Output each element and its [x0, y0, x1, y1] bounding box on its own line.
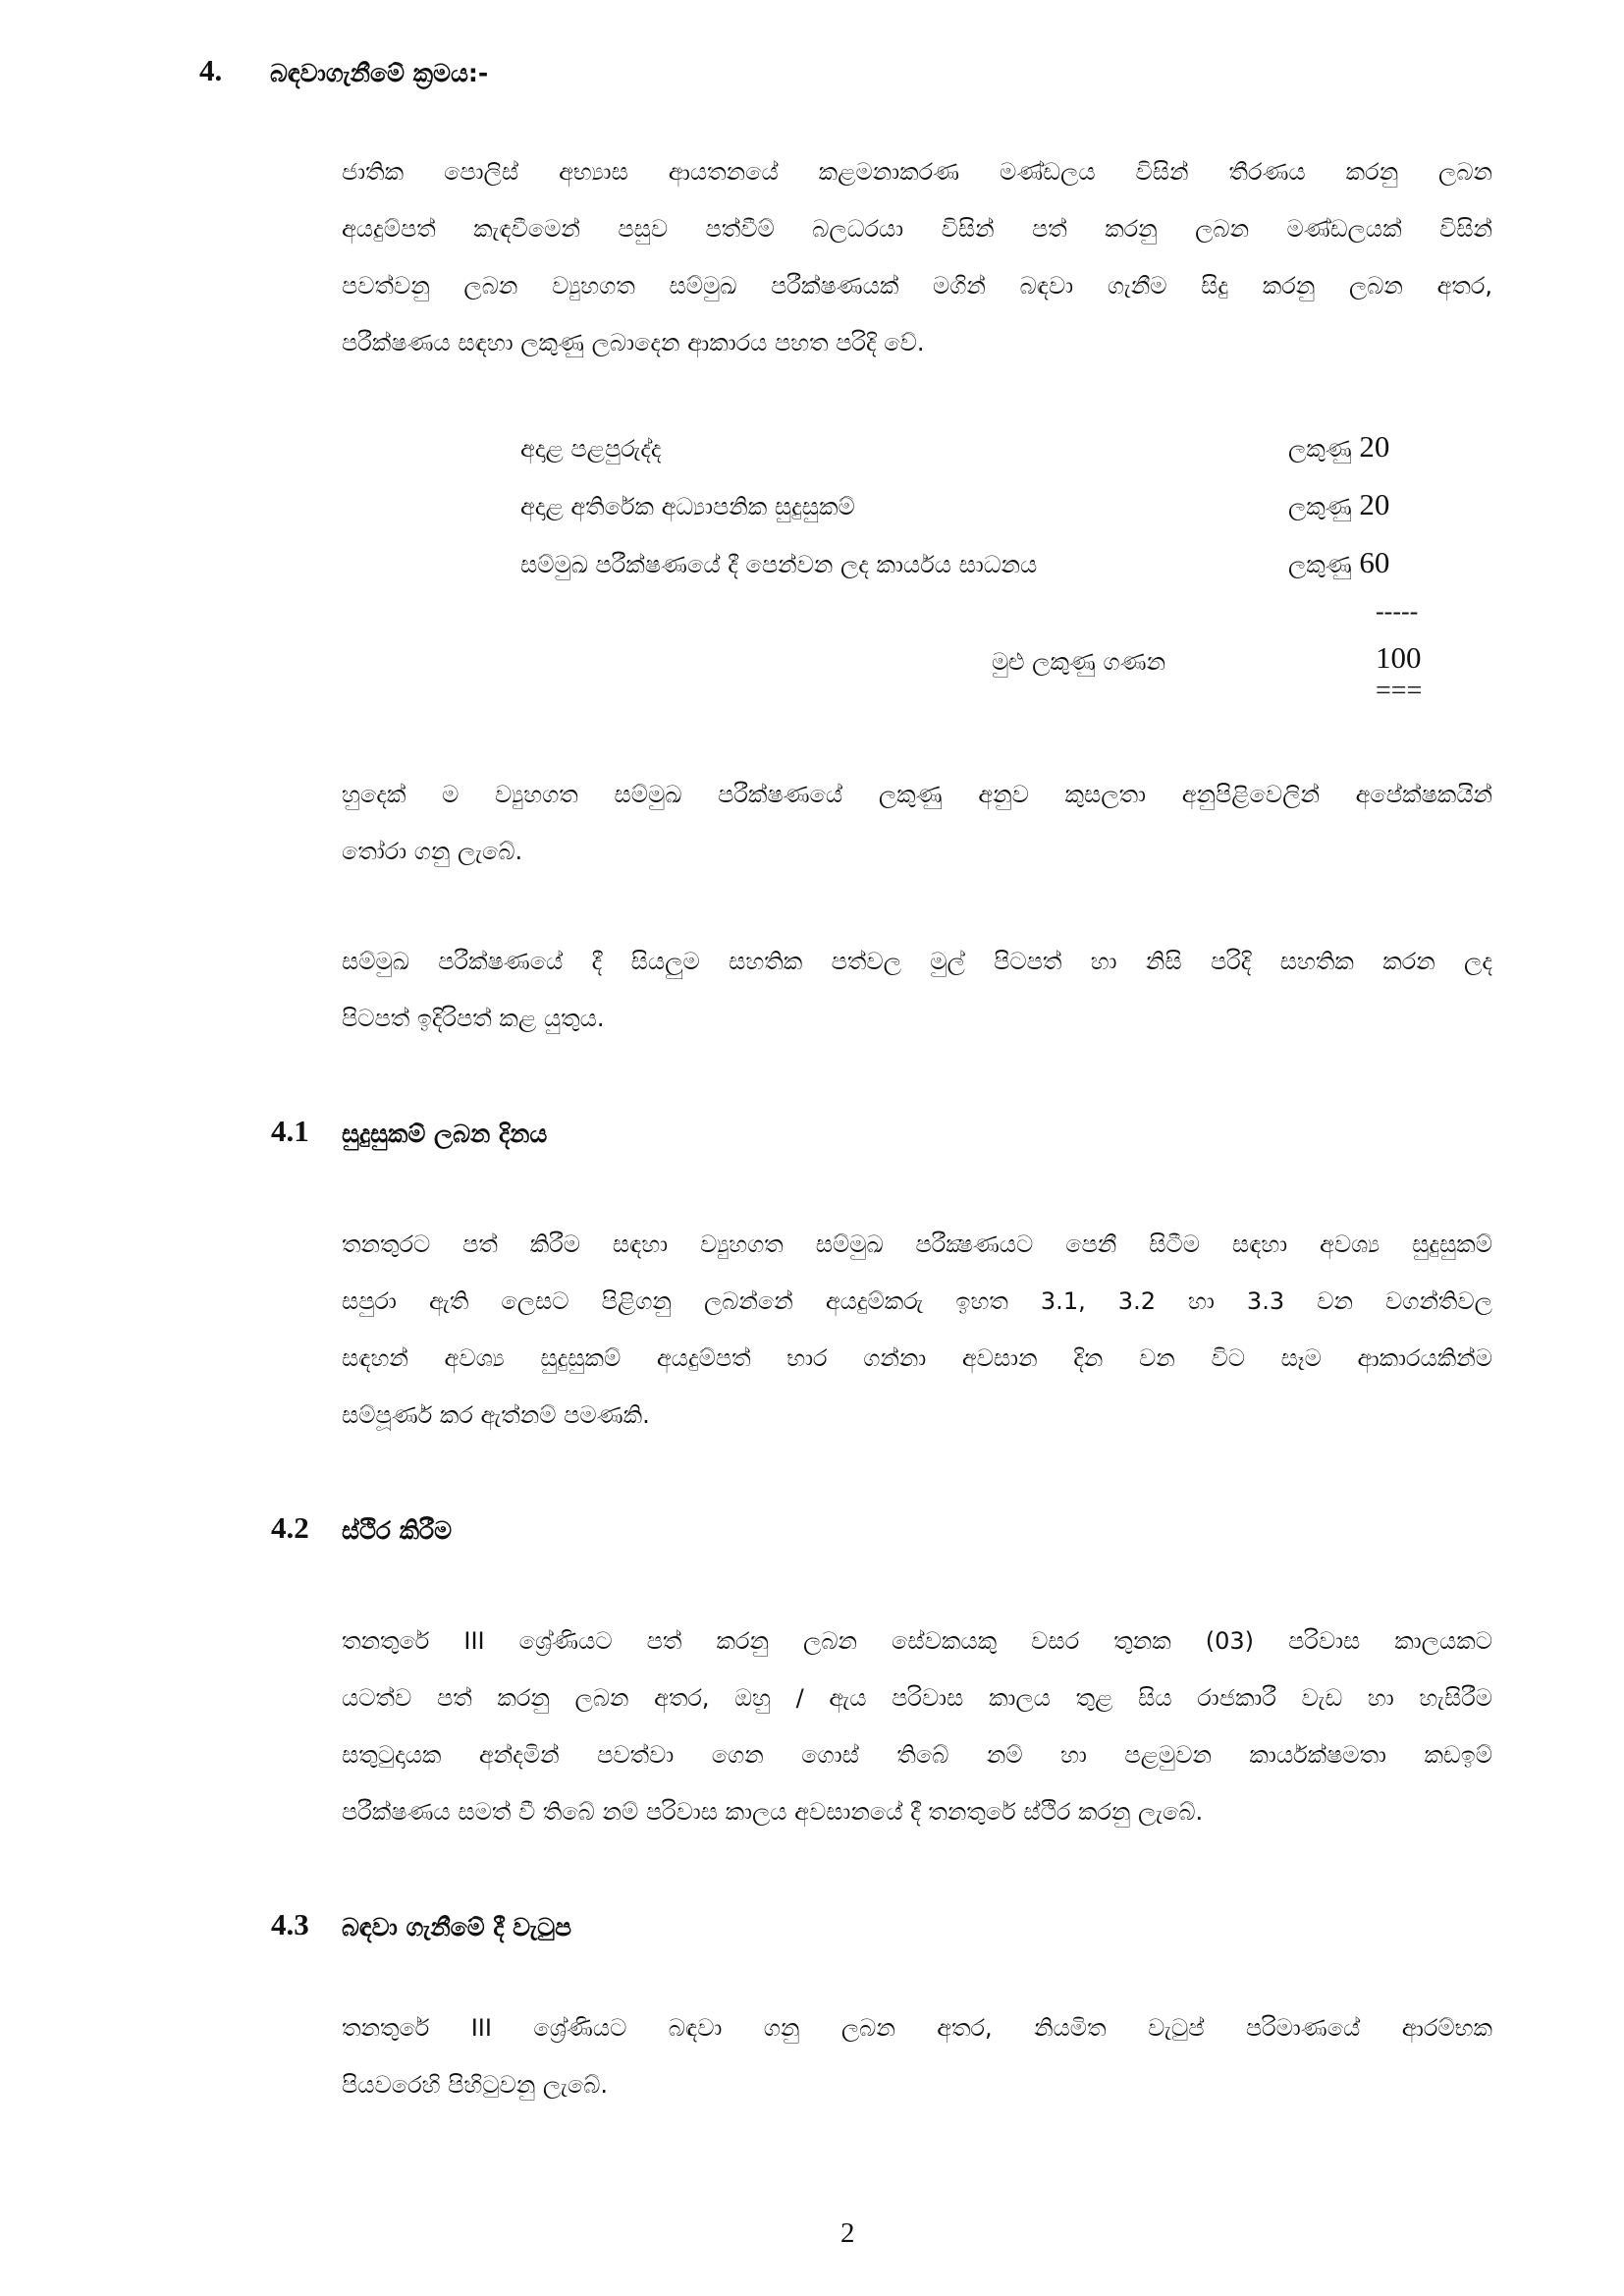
marks-row-label: සම්මුඛ පරීක්ෂණයේ දී පෙන්වන ලද කාර්යය සාධනය — [520, 551, 1038, 578]
marks-number: 20 — [1359, 487, 1390, 521]
intro-paragraph — [342, 143, 1492, 371]
paragraph-line: තනතුරේ III ශ්‍රේණියට පත් කරනු ලබන සේවකයකු වසර තුනක (03) පරිවාස කාලයකට — [342, 1627, 1492, 1655]
paragraph-line: සපුරා ඇති ලෙසට පිළිගනු ලබන්නේ අයදුම්කරු ඉහත 3.1, 3.2 හා 3.3 වන වගන්තිවල — [342, 1287, 1492, 1315]
paragraph-line: පියවරෙහි පිහිටුවනු ලැබේ. — [342, 2071, 609, 2099]
marks-row-value — [1288, 429, 1389, 465]
marks-row-label: අදාළ පළපුරුද්ද — [520, 435, 662, 463]
marks-number: 20 — [1359, 429, 1390, 464]
subsection-title: සුදුසුකම් ලබන දිනය — [342, 1120, 548, 1148]
paragraph-line: සම්මුඛ පරීක්ෂණයේ දී සියලුම සහතික පත්වල මුල් පිටපත් හා නිසි පරිදි සහතික කරන ලද — [342, 948, 1492, 975]
paragraph-line: සම්පූර්ණ කර ඇත්නම් පමණකි. — [342, 1401, 650, 1429]
paragraph-line: අයදුම්පත් කැඳවීමෙන් පසුව පත්වීම් බලධරයා විසින් පත් කරනු ලබන මණ්ඩලයක් විසින් — [342, 215, 1492, 243]
paragraph-line: ජාතික පොලිස් අභ්‍යාස ආයතනයේ කළමනාකරණ මණ්ඩලය විසින් තීරණය කරනු ලබන — [342, 158, 1492, 186]
paragraph-line: තනතුරේ III ශ්‍රේණියට බඳවා ගනු ලබන අතර, නියමිත වැටුප් පරිමාණයේ ආරම්භක — [342, 2014, 1492, 2042]
marks-row-label: අදාළ අතිරේක අධ්‍යාපනික සුදුසුකම් — [520, 493, 855, 520]
marks-row-value — [1288, 487, 1389, 522]
marks-number: 60 — [1359, 545, 1390, 579]
marks-row-value — [1288, 545, 1389, 580]
paragraph-line: හුදෙක් ම ව්‍යුහගත සම්මුඛ පරීක්ෂණයේ ලකුණු අනුව කුසලතා අනුපිළිවෙලින් අපේක්ෂකයින් — [342, 781, 1492, 808]
paragraph-line: පරීක්ෂණය සමත් වී තිබේ නම් පරිවාස කාලය අවසානයේ දී තනතුරේ ස්ථිර කරනු ලැබේ. — [342, 1798, 1204, 1826]
subsection-title: බඳවා ගැනීමේ දී වැටුප — [342, 1913, 572, 1941]
page-number: 2 — [840, 2217, 855, 2249]
paragraph-line: සඳහන් අවශ්‍ය සුදුසුකම් අයදුම්පත් භාර ගන්නා අවසාන දින වන විට සෑම ආකාරයකින්ම — [342, 1344, 1492, 1372]
paragraph-line: තෝරා ගනු ලැබේ. — [342, 838, 523, 865]
total-underline: === — [1376, 676, 1423, 706]
selection-paragraph — [342, 766, 1492, 880]
total-value: 100 — [1376, 640, 1422, 675]
certificates-paragraph — [342, 933, 1492, 1047]
marks-unit: ලකුණු — [1288, 551, 1352, 578]
marks-unit: ලකුණු — [1288, 435, 1352, 463]
marks-unit: ලකුණු — [1288, 493, 1352, 520]
salary-paragraph — [342, 1999, 1492, 2113]
paragraph-line: තනතුරට පත් කිරීම සඳහා ව්‍යුහගත සම්මුඛ පරීක්‍ෂණයට පෙනී සිටීම සඳහා අවශ්‍ය සුදුසුකම් — [342, 1230, 1492, 1258]
subsection-title: ස්ථිර කිරීම — [342, 1516, 453, 1545]
paragraph-line: පිටපත් ඉදිරිපත් කළ යුතුය. — [342, 1005, 605, 1032]
subsection-number: 4.3 — [271, 1907, 309, 1941]
subsection-number: 4.2 — [271, 1510, 309, 1545]
qualification-date-paragraph — [342, 1216, 1492, 1444]
total-separator: ----- — [1376, 597, 1419, 626]
paragraph-line: පවත්වනු ලබන ව්‍යුහගත සම්මුඛ පරීක්ෂණයක් මගින් බඳවා ගැනීම සිදු කරනු ලබන අතර, — [342, 272, 1492, 300]
section-number: 4. — [199, 53, 223, 87]
total-label: මුළු ලකුණු ගණන — [992, 648, 1166, 676]
confirmation-paragraph — [342, 1613, 1492, 1840]
subsection-number: 4.1 — [271, 1114, 309, 1148]
section-title: බඳවාගැනීමේ ක්‍රමය:- — [270, 59, 489, 87]
paragraph-line: සතුටුදායක අන්දමින් පවත්වා ගෙන ගොස් තිබේ නම් හා පළමුවන කාර්යක්ෂමතා කඩඉම් — [342, 1741, 1492, 1769]
paragraph-line: යටත්ව පත් කරනු ලබන අතර, ඔහු / ඇය පරිවාස කාලය තුළ සිය රාජකාරී වැඩ හා හැසිරීම — [342, 1684, 1492, 1712]
paragraph-line: පරීක්ෂණය සඳහා ලකුණු ලබාදෙන ආකාරය පහත පරිදි වේ. — [342, 329, 925, 356]
